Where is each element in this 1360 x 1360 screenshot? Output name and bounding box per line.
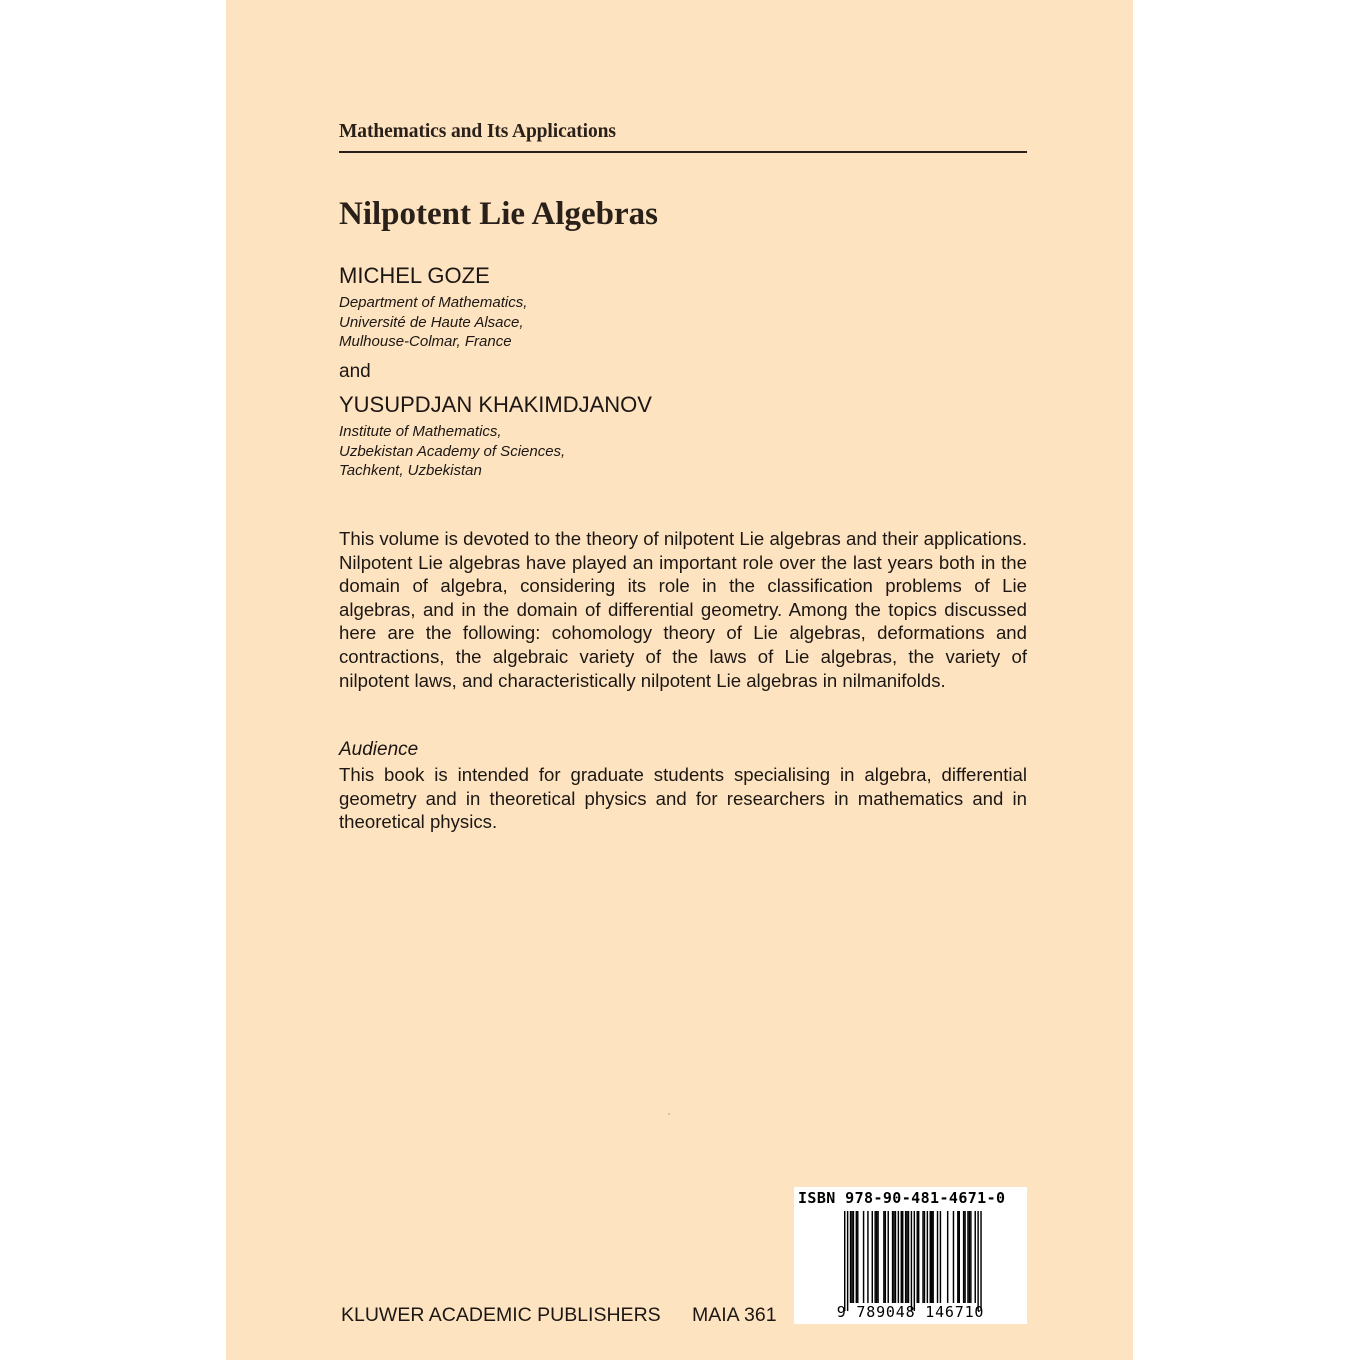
book-description: This volume is devoted to the theory of nilpotent Lie algebras and their applications. Nilpotent Lie algebras have played an important role over the last years both in the domain of algebra, considering its role in the classification problems of Lie algebras, and in the domain of differential geometry. Among the topics discussed here are the following: cohomology theory of Lie algebras, deformations and contractions, the algebraic variety of the laws of Lie algebras, the variety of nilpotent laws, and characteristically nilpotent Lie algebras in nilmanifolds. xyxy=(339,528,1027,691)
book-title: Nilpotent Lie Algebras xyxy=(339,196,658,232)
barcode-bar xyxy=(856,1211,857,1303)
barcode-bar xyxy=(964,1211,965,1303)
barcode-bar xyxy=(874,1211,875,1303)
affiliation-line: Université de Haute Alsace, xyxy=(339,313,524,331)
barcode-bar xyxy=(963,1211,964,1303)
barcode-bar xyxy=(844,1211,845,1311)
barcode-bar xyxy=(895,1211,896,1303)
barcode-bar xyxy=(851,1211,852,1303)
author-name: MICHEL GOZE xyxy=(339,263,490,288)
barcode-bar xyxy=(877,1211,878,1303)
barcode-bar xyxy=(930,1211,931,1303)
author-conjunction: and xyxy=(339,361,371,382)
barcode-bar xyxy=(850,1211,851,1303)
barcode-bar xyxy=(863,1211,864,1303)
barcode-bar xyxy=(967,1211,968,1303)
barcode-bar xyxy=(905,1211,906,1303)
barcode-bar xyxy=(911,1211,912,1311)
affiliation-line: Department of Mathematics, xyxy=(339,294,528,311)
barcode-bar xyxy=(959,1211,960,1303)
header-rule xyxy=(339,151,1027,153)
isbn-label: ISBN 978-90-481-4671-0 xyxy=(798,1189,1006,1207)
affiliation-line: Institute of Mathematics, xyxy=(339,423,502,440)
barcode-bar xyxy=(975,1211,976,1303)
barcode-block xyxy=(794,1187,1027,1324)
barcode-bar xyxy=(885,1211,886,1303)
barcode-bar xyxy=(937,1211,938,1303)
barcode-bar xyxy=(922,1211,923,1303)
barcode-bar xyxy=(931,1211,932,1303)
barcode-bar xyxy=(876,1211,877,1303)
author-name: YUSUPDJAN KHAKIMDJANOV xyxy=(339,392,652,417)
barcode-bar xyxy=(932,1211,933,1303)
barcode-bar xyxy=(947,1211,948,1303)
affiliation-line: Tachkent, Uzbekistan xyxy=(339,462,482,479)
barcode-bar xyxy=(847,1211,848,1311)
barcode-bar xyxy=(980,1211,981,1311)
barcode-bar xyxy=(927,1211,928,1303)
barcode-bar xyxy=(893,1211,894,1303)
barcode-bar xyxy=(957,1211,958,1303)
barcode-bar xyxy=(883,1211,884,1303)
barcode-bar xyxy=(888,1211,889,1303)
barcode-bar xyxy=(924,1211,925,1303)
barcode-bar xyxy=(906,1211,907,1303)
barcode-bar xyxy=(857,1211,858,1303)
author-affiliation xyxy=(339,293,527,352)
barcode-bar xyxy=(953,1211,954,1303)
affiliation-line: Mulhouse-Colmar, France xyxy=(339,333,512,350)
barcode-bar xyxy=(892,1211,893,1303)
print-speck xyxy=(668,1113,670,1115)
barcode-bar xyxy=(918,1211,919,1303)
ean-number: 9 789048 146710 xyxy=(836,1303,985,1321)
barcode-bar xyxy=(901,1211,902,1303)
barcode-bar xyxy=(872,1211,873,1303)
barcode-bar xyxy=(908,1211,909,1303)
series-name: Mathematics and Its Applications xyxy=(339,121,616,142)
barcode-bar xyxy=(914,1211,915,1311)
series-number: MAIA 361 xyxy=(692,1304,777,1326)
barcode-bar xyxy=(917,1211,918,1303)
audience-text: This book is intended for graduate students specialising in algebra, differential geometry and in theoretical physics and for researchers in mathematics and in theoretical physics. xyxy=(339,764,1027,833)
author-affiliation xyxy=(339,422,565,481)
barcode-bar xyxy=(898,1211,899,1303)
barcode-bar xyxy=(970,1211,971,1303)
audience-heading: Audience xyxy=(339,739,419,760)
barcode-bar xyxy=(867,1211,868,1303)
barcode-bar xyxy=(902,1211,903,1303)
barcode-bar xyxy=(853,1211,854,1303)
barcode-bar xyxy=(940,1211,941,1303)
publisher-name: KLUWER ACADEMIC PUBLISHERS xyxy=(341,1304,661,1326)
barcode-bar xyxy=(977,1211,978,1311)
barcode-bar xyxy=(969,1211,970,1303)
affiliation-line: Uzbekistan Academy of Sciences, xyxy=(339,442,566,460)
